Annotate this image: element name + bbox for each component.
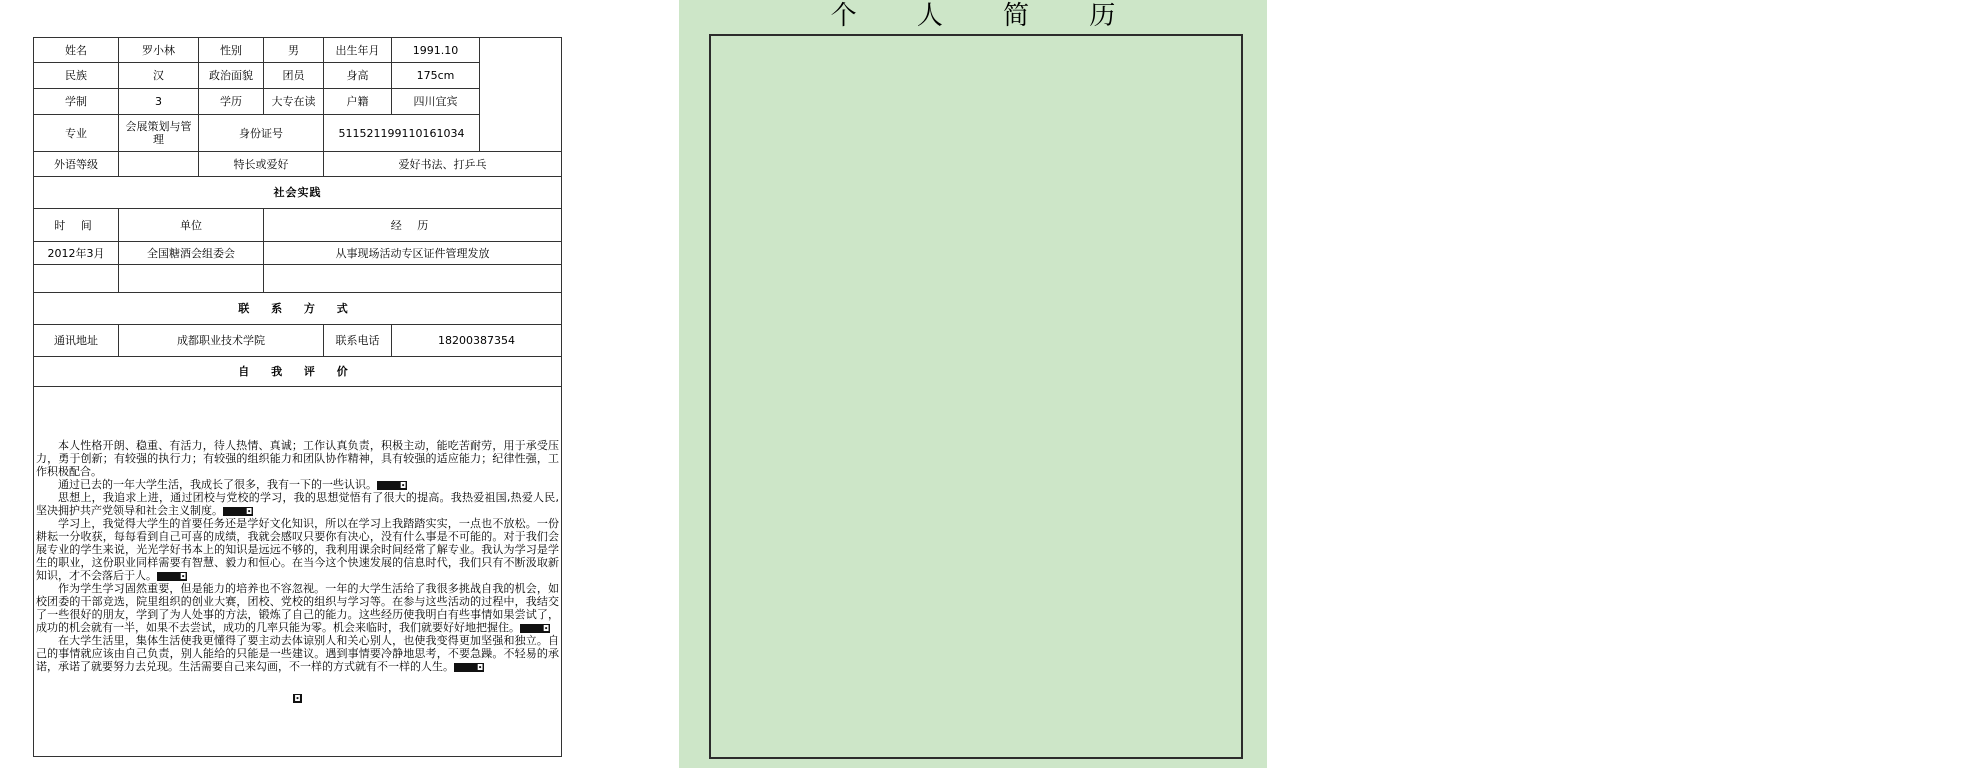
political-value: 团员 (264, 63, 324, 89)
hobby-value: 爱好书法、打乒乓 (324, 152, 562, 177)
practice-experience: 从事现场活动专区证件管理发放 (264, 242, 562, 265)
table-row (34, 325, 562, 357)
page-title: 个 人 简 历 (830, 1, 1142, 31)
table-row (34, 177, 562, 209)
ethnicity-value: 汉 (119, 63, 199, 89)
practice-time (34, 265, 119, 293)
phone-value: 18200387354 (392, 325, 562, 357)
height-value: 175cm (392, 63, 480, 89)
practice-unit (119, 265, 264, 293)
id-label: 身份证号 (199, 115, 324, 152)
practice-experience-header: 经 历 (264, 209, 562, 242)
table-row (34, 265, 562, 293)
id-value: 511521199110161034 (324, 115, 480, 152)
practice-time: 2012年3月 (34, 242, 119, 265)
name-label: 姓名 (34, 38, 119, 63)
trailing-paragraph (36, 691, 559, 704)
evaluation-paragraph: 学习上，我觉得大学生的首要任务还是学好文化知识，所以在学习上我踏踏实实，一点也不放松。一份耕耘一分收获，每每看到自己可喜的成绩，我就会感叹只要你有决心，没有什么事是不可能的。对于我们会展专业的学生来说，光光学好书本上的知识是远远不够的，我利用课余时间经常了解专业。我认为学习是学生的职业，这份职业同样需要有智慧、毅力和恒心。在当今这个快速发展的信息时代，我们只有不断汲取新知识，才不会落后于人。 ◘ (36, 517, 559, 582)
contact-heading: 联 系 方 式 (34, 293, 562, 325)
table-row (34, 38, 562, 63)
hukou-value: 四川宜宾 (392, 89, 480, 115)
table-row (34, 293, 562, 325)
resume-table (33, 37, 562, 757)
evaluation-paragraph: 在大学生活里，集体生活使我更懂得了要主动去体谅别人和关心别人，也使我变得更加坚强和独立。自己的事情就应该由自己负责，别人能给的只能是一些建议。遇到事情要冷静地思考，不要急躁。不轻易的承诺，承诺了就要努力去兑现。生活需要自己来勾画，不一样的方式就有不一样的人生。 ◘ (36, 634, 559, 673)
evaluation-body (34, 387, 562, 757)
practice-heading: 社会实践 (34, 177, 562, 209)
paragraph-mark-icon: ◘ (223, 507, 253, 516)
practice-time-header: 时 间 (34, 209, 119, 242)
height-label: 身高 (324, 63, 392, 89)
birth-value: 1991.10 (392, 38, 480, 63)
outer-frame (709, 34, 1243, 759)
table-row (34, 242, 562, 265)
phone-label: 联系电话 (324, 325, 392, 357)
table-row (34, 209, 562, 242)
paragraph-mark-icon: ◘ (520, 624, 550, 633)
education-value: 大专在读 (264, 89, 324, 115)
political-label: 政治面貌 (199, 63, 264, 89)
table-row (34, 357, 562, 387)
table-row (34, 152, 562, 177)
ethnicity-label: 民族 (34, 63, 119, 89)
duration-label: 学制 (34, 89, 119, 115)
paragraph-mark-icon: ◘ (454, 663, 484, 672)
practice-experience (264, 265, 562, 293)
photo-cell (480, 38, 562, 152)
practice-unit: 全国糖酒会组委会 (119, 242, 264, 265)
birth-label: 出生年月 (324, 38, 392, 63)
paragraph-mark-icon: ◘ (294, 693, 301, 703)
hukou-label: 户籍 (324, 89, 392, 115)
major-label: 专业 (34, 115, 119, 152)
gender-value: 男 (264, 38, 324, 63)
language-value (119, 152, 199, 177)
gender-label: 性别 (199, 38, 264, 63)
hobby-label: 特长或爱好 (199, 152, 324, 177)
name-value: 罗小林 (119, 38, 199, 63)
resume-page (679, 0, 1267, 768)
duration-value: 3 (119, 89, 199, 115)
education-label: 学历 (199, 89, 264, 115)
paragraph-mark-icon: ◘ (377, 481, 407, 490)
evaluation-paragraph: 作为学生学习固然重要，但是能力的培养也不容忽视。一年的大学生活给了我很多挑战自我的机会，如校团委的干部竞选，院里组织的创业大赛，团校、党校的组织与学习等。在参与这些活动的过程中，我结交了一些很好的朋友，学到了为人处事的方法，锻炼了自己的能力。这些经历使我明白有些事情如果尝试了，成功的机会就有一半，如果不去尝试，成功的几率只能为零。机会来临时，我们就要好好地把握住。 ◘ (36, 582, 559, 634)
address-value: 成都职业技术学院 (119, 325, 324, 357)
evaluation-paragraph: 本人性格开朗、稳重、有活力，待人热情、真诚；工作认真负责，积极主动，能吃苦耐劳，用于承受压力，勇于创新；有较强的执行力；有较强的组织能力和团队协作精神，具有较强的适应能力；纪律性强，工作积极配合。 (36, 439, 559, 478)
table-row (34, 387, 562, 757)
language-label: 外语等级 (34, 152, 119, 177)
evaluation-paragraph: 通过已去的一年大学生活，我成长了很多，我有一下的一些认识。 ◘ (58, 478, 407, 491)
evaluation-paragraph: 思想上，我追求上进，通过团校与党校的学习，我的思想觉悟有了很大的提高。我热爱祖国,热爱人民,坚决拥护共产党领导和社会主义制度。 ◘ (36, 491, 559, 517)
evaluation-heading: 自 我 评 价 (34, 357, 562, 387)
major-value: 会展策划与管理 (119, 115, 199, 152)
practice-unit-header: 单位 (119, 209, 264, 242)
paragraph-mark-icon: ◘ (157, 572, 187, 581)
address-label: 通讯地址 (34, 325, 119, 357)
